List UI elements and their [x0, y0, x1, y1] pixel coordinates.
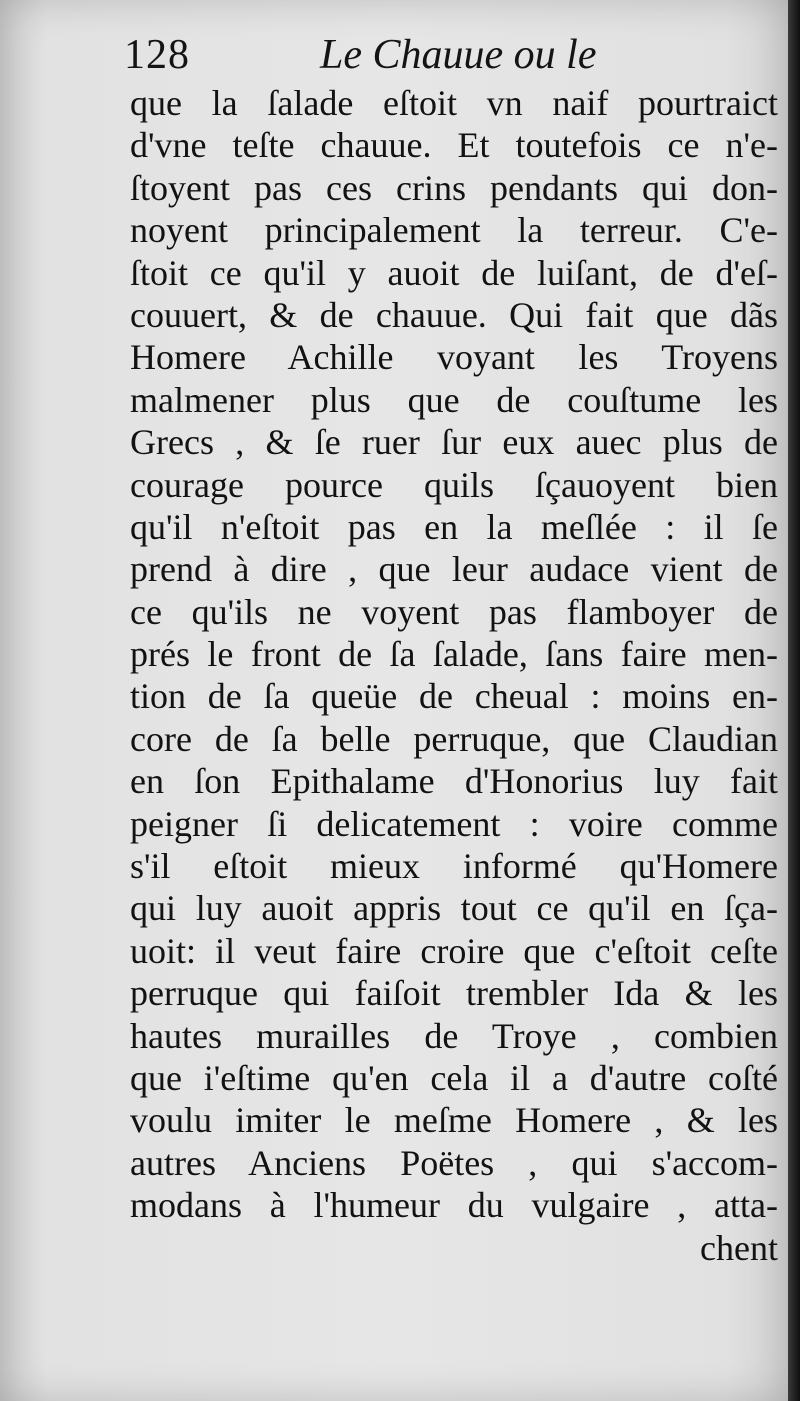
- text-line: perruque qui faiſoit trembler Ida & les: [130, 973, 778, 1014]
- text-line: hautes murailles de Troye , combien: [130, 1015, 778, 1056]
- text-line: autres Anciens Poëtes , qui s'accom-: [130, 1142, 778, 1183]
- text-line: voulu imiter le meſme Homere , & les: [130, 1100, 778, 1141]
- text-line: ſtoyent pas ces crins pendants qui don-: [130, 167, 778, 208]
- text-line: en ſon Epithalame d'Honorius luy fait: [130, 761, 778, 802]
- text-line: prés le front de ſa ſalade, ſans faire men-: [130, 634, 778, 675]
- text-line: prend à dire , que leur audace vient de: [130, 549, 778, 590]
- text-line: qu'il n'eſtoit pas en la meſlée : il ſe: [130, 506, 778, 547]
- text-line: malmener plus que de couſtume les: [130, 379, 778, 420]
- running-header: [124, 30, 724, 80]
- text-line: core de ſa belle perruque, que Claudian: [130, 718, 778, 759]
- body-text: [130, 82, 778, 1269]
- text-line: s'il eſtoit mieux informé qu'Homere: [130, 846, 778, 887]
- text-line: noyent principalement la terreur. C'e-: [130, 210, 778, 251]
- text-line: qui luy auoit appris tout ce qu'il en ſça-: [130, 888, 778, 929]
- catchword: chent: [700, 1227, 778, 1268]
- text-line: que la ſalade eſtoit vn naif pourtraict: [130, 83, 778, 123]
- text-line: uoit: il veut faire croire que c'eſtoit ceſte: [130, 930, 778, 971]
- text-line: couuert, & de chauue. Qui fait que dãs: [130, 294, 778, 335]
- page-number: 128: [124, 32, 190, 78]
- text-line: modans à l'humeur du vulgaire , atta-: [130, 1185, 778, 1226]
- text-line: ce qu'ils ne voyent pas flamboyer de: [130, 591, 778, 632]
- text-line: que i'eſtime qu'en cela il a d'autre coſté: [130, 1057, 778, 1098]
- text-line: peigner ſi delicatement : voire comme: [130, 803, 778, 844]
- text-line: Grecs , & ſe ruer ſur eux auec plus de: [130, 422, 778, 463]
- running-title: Le Chauue ou le: [320, 32, 597, 78]
- text-line: courage pource quils ſçauoyent bien: [130, 464, 778, 505]
- text-line: tion de ſa queüe de cheual : moins en-: [130, 676, 778, 717]
- text-line: Homere Achille voyant les Troyens: [130, 337, 778, 378]
- text-line: ſtoit ce qu'il y auoit de luiſant, de d'eſ-: [130, 252, 778, 293]
- page-edge-shadow: [788, 0, 800, 1401]
- text-line: d'vne teſte chauue. Et toutefois ce n'e-: [130, 125, 778, 166]
